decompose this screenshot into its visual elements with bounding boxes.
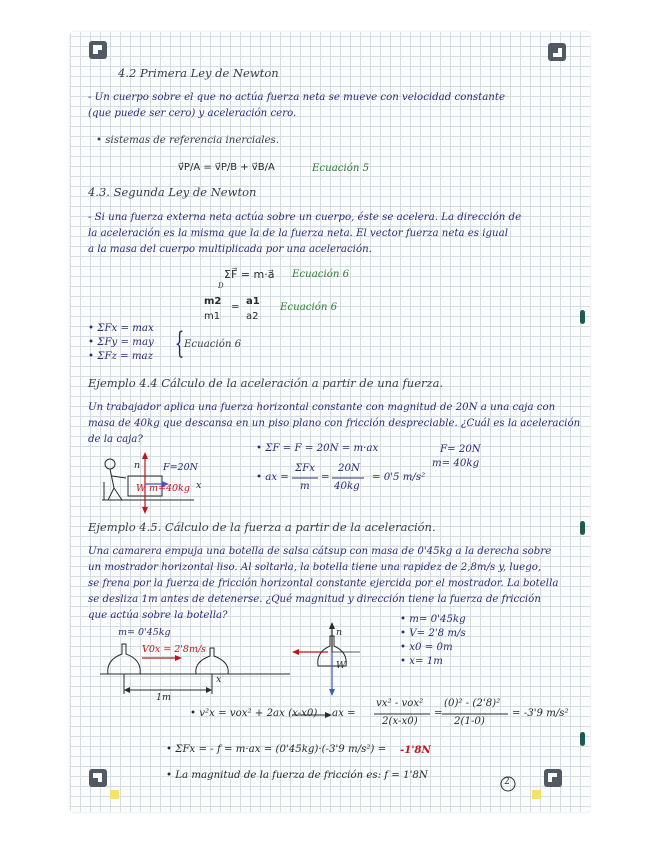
equation-relative-velocity: v⃗P/A = v⃗P/B + v⃗B/A (178, 162, 275, 173)
applied-force-label: F=20N (163, 462, 198, 473)
distance-label: 1m (156, 692, 172, 703)
given-mass: • m= 0'45kg (400, 614, 466, 625)
equation-net-force: • ΣF = F = 20N = m·ax (256, 443, 379, 454)
fraction-denominator: 40kg (334, 481, 360, 492)
equation-friction: • ΣFx = - f = m·ax = (0'45kg)·(-3'9 m/s²) = (166, 744, 387, 755)
equation-result: = 0'5 m/s² (372, 472, 426, 483)
curly-brace: { (174, 326, 185, 361)
body-text: de la caja? (88, 434, 143, 445)
equation-tag: Ecuación 6 (292, 269, 350, 280)
bullet-text: • sistemas de referencia inerciales. (96, 135, 280, 146)
x-position-label: x (216, 674, 222, 685)
equation-net-force: ΣF⃗ = m·a⃗ (224, 268, 275, 281)
equation-tag: Ecuación 5 (312, 163, 370, 174)
notebook-page (70, 32, 590, 812)
normal-force-label: n (134, 460, 141, 471)
weight-label: W (336, 660, 346, 671)
equation-subscript: D (218, 282, 224, 290)
x-axis-label: x (196, 480, 202, 491)
fraction-denominator: 2(1-0) (454, 716, 485, 727)
body-text: masa de 40kg que descansa en un piso plano con fricción despreciable. ¿Cuál es la aceleración (88, 418, 581, 429)
component-equation-y: • ΣFy = may (88, 337, 154, 348)
section-title-newton-second-law: 4.3. Segunda Ley de Newton (88, 185, 257, 199)
mass-label: m= 0'45kg (118, 627, 171, 638)
component-equation-z: • ΣFz = maz (88, 351, 154, 362)
fraction-numerator: (0)² - (2'8)² (444, 698, 501, 709)
body-text: se desliza 1m antes de detenerse. ¿Qué magnitud y dirección tiene la fuerza de fricción (88, 594, 541, 605)
body-text: a la masa del cuerpo multiplicada por una aceleración. (88, 244, 372, 255)
equals-sign: = (434, 708, 443, 719)
fraction-denominator: m1 (204, 311, 221, 322)
side-tab (580, 732, 585, 746)
mass-label: m=40kg (149, 483, 190, 494)
body-text: la aceleración es la misma que la de la fuerza neta. El vector fuerza neta es igual (88, 228, 508, 239)
fraction-numerator: vx² - vox² (376, 698, 424, 709)
given-force: F= 20N (440, 444, 481, 455)
body-text: (que puede ser cero) y aceleración cero. (88, 108, 297, 119)
body-text: Una camarera empuja una botella de salsa cátsup con masa de 0'45kg a la derecha sobre (88, 546, 552, 557)
page-number-circle (70, 32, 590, 812)
fraction-numerator: ΣFx (295, 463, 316, 474)
friction-result: -1'8N (400, 744, 431, 756)
body-text: se frena por la fuerza de fricción horizontal constante ejercida por el mostrador. La botella (88, 578, 559, 589)
given-initial-position: • x0 = 0m (400, 642, 453, 653)
conclusion-text: • La magnitud de la fuerza de fricción es: f = 1'8N (166, 770, 428, 781)
given-final-position: • x= 1m (400, 656, 443, 667)
equation-tag: Ecuación 6 (280, 302, 338, 313)
body-text: - Si una fuerza externa neta actúa sobre un cuerpo, éste se acelera. La dirección de (88, 212, 522, 223)
equals-sign: = (321, 472, 330, 483)
equation-tag: Ecuación 6 (184, 339, 242, 350)
body-text: un mostrador horizontal liso. Al soltarla, la botella tiene una rapidez de 2,8m/s y, luego, (88, 562, 542, 573)
side-tab (580, 310, 585, 324)
normal-force-label: n (336, 627, 343, 638)
equation-result: = -3'9 m/s² (512, 708, 569, 719)
fraction-denominator: a2 (246, 311, 259, 322)
example-title-4-4: Ejemplo 4.4 Cálculo de la aceleración a partir de una fuerza. (88, 376, 444, 390)
example-title-4-5: Ejemplo 4.5. Cálculo de la fuerza a partir de la aceleración. (88, 520, 436, 534)
given-mass: m= 40kg (432, 458, 480, 469)
equals-sign: = (231, 302, 240, 313)
velocity-label: V0x = 2'8m/s (142, 644, 207, 655)
fraction-denominator: m (300, 481, 310, 492)
fraction-numerator: m2 (204, 296, 222, 307)
body-text: - Un cuerpo sobre el que no actúa fuerza neta se mueve con velocidad constante (88, 92, 505, 103)
body-text: que actúa sobre la botella? (88, 610, 228, 621)
body-text: Un trabajador aplica una fuerza horizontal constante con magnitud de 20N a una caja con (88, 402, 556, 413)
equation-lead: ax = (332, 708, 356, 719)
fraction-denominator: 2(x-x0) (382, 716, 418, 727)
section-title-newton-first-law: 4.2 Primera Ley de Newton (118, 66, 279, 80)
fraction-numerator: a1 (246, 296, 260, 307)
page-number: 2 (504, 777, 510, 787)
weight-label: W (136, 483, 146, 494)
fraction-numerator: 20N (338, 463, 360, 474)
component-equation-x: • ΣFx = max (88, 323, 154, 334)
equation-kinematics: • v²x = vox² + 2ax (x-x0) (190, 708, 318, 719)
given-velocity: • V= 2'8 m/s (400, 628, 466, 639)
side-tab (580, 521, 585, 535)
equation-lead: • ax = (256, 472, 289, 483)
